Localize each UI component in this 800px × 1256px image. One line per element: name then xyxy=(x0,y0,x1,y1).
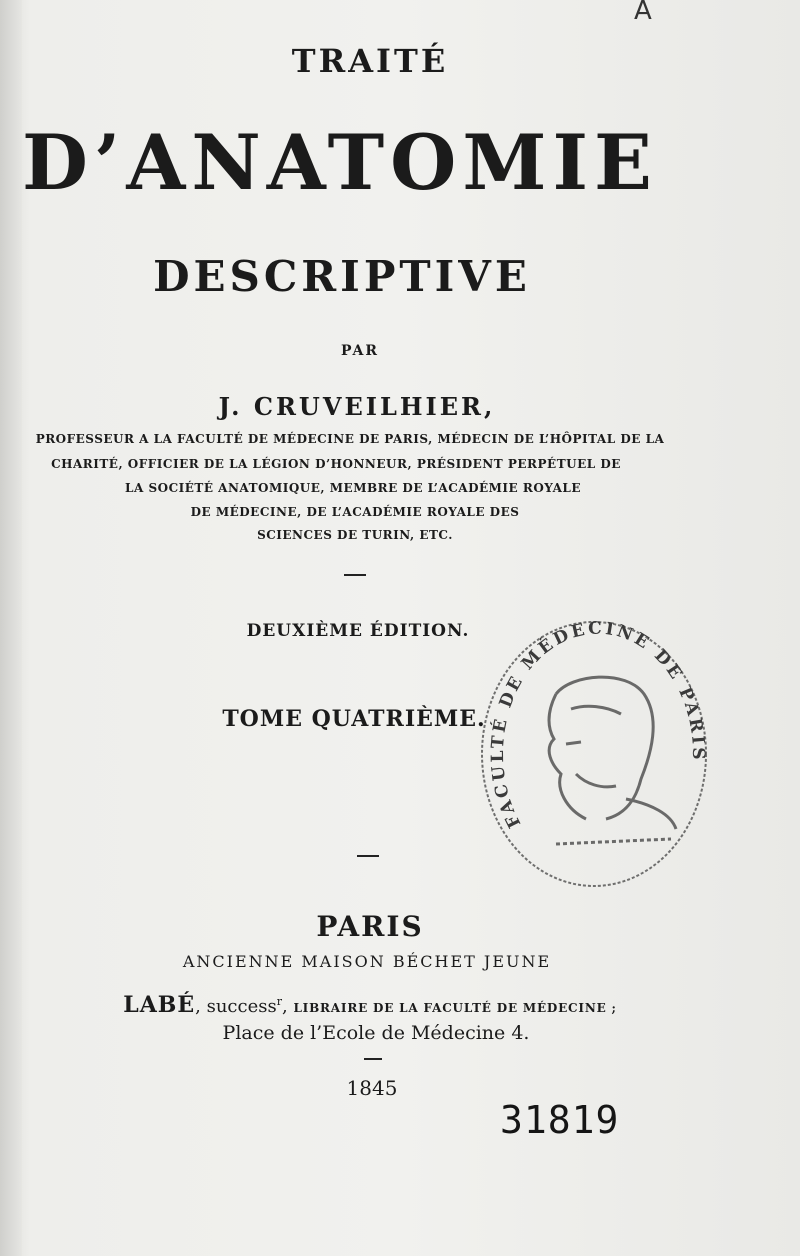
divider-dash xyxy=(364,1058,382,1060)
publisher-line-1: ANCIENNE MAISON BÉCHET JEUNE xyxy=(182,952,552,971)
by-label: PAR xyxy=(340,343,379,359)
edition-label: DEUXIÈME ÉDITION. xyxy=(246,621,470,641)
publisher-succ: , success xyxy=(195,996,277,1017)
library-stamp-icon xyxy=(476,614,716,894)
author-name: J. CRUVEILHIER, xyxy=(218,392,496,421)
corner-pencil-mark: A xyxy=(634,0,652,26)
publisher-name: LABÉ xyxy=(123,992,196,1018)
publisher-line-2: LABÉ, success$^r$, LIBRAIRE DE LA FACULTÉ DE MÉDECINE ; xyxy=(123,992,617,1018)
title-line-3: DESCRIPTIVE xyxy=(153,252,531,301)
credential-line: DE MÉDECINE, DE L’ACADÉMIE ROYALE DES xyxy=(190,505,520,519)
shelf-number: 31819 xyxy=(500,1098,620,1142)
title-line-1: TRAITÉ xyxy=(291,42,449,80)
stamp-text: FACULTÉ DE MÉDECINE DE PARIS xyxy=(487,618,709,831)
svg-text:FACULTÉ DE MÉDECINE DE PARIS xyxy=(488,619,708,831)
publisher-role: LIBRAIRE DE LA FACULTÉ DE MÉDECINE ; xyxy=(293,1001,617,1015)
credential-line: LA SOCIÉTÉ ANATOMIQUE, MEMBRE DE L’ACADÉMIE ROYALE xyxy=(125,481,581,495)
publisher-succ-sup: r xyxy=(276,995,282,1008)
credential-line: CHARITÉ, OFFICIER DE LA LÉGION D’HONNEUR, PRÉSIDENT PERPÉTUEL DE xyxy=(51,457,621,471)
volume-label: TOME QUATRIÈME. xyxy=(222,706,486,732)
credential-line: PROFESSEUR A LA FACULTÉ DE MÉDECINE DE PARIS, MÉDECIN DE L’HÔPITAL DE LA xyxy=(35,432,665,446)
divider-dash xyxy=(344,574,366,576)
publication-year: 1845 xyxy=(346,1076,398,1100)
credential-line: SCIENCES DE TURIN, ETC. xyxy=(257,528,453,542)
publication-city: PARIS xyxy=(316,910,424,943)
title-line-2: D’ANATOMIE xyxy=(22,118,658,207)
publisher-address: Place de l’Ecole de Médecine 4. xyxy=(222,1022,530,1044)
divider-dash xyxy=(357,855,379,857)
